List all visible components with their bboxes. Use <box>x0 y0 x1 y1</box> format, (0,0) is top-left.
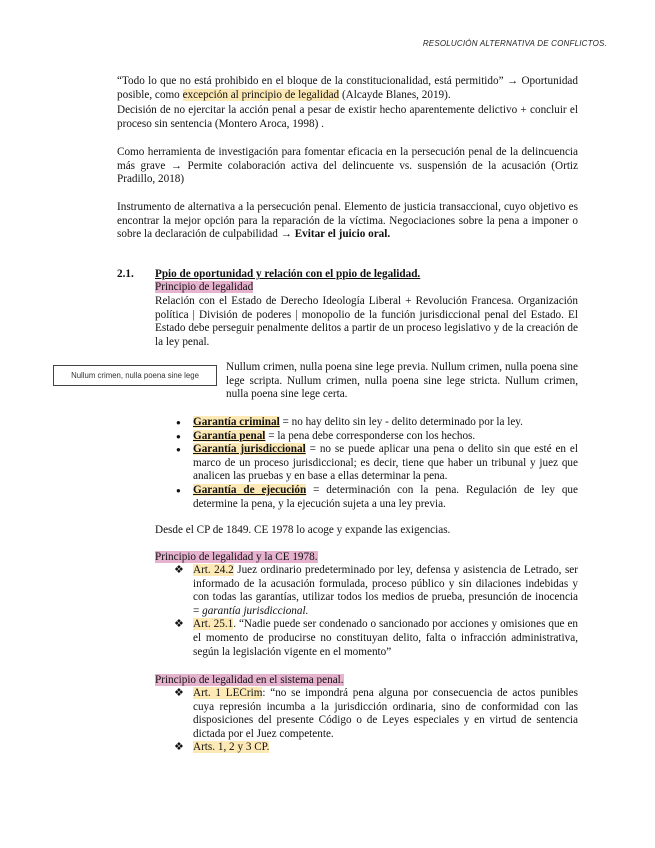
ce-articles-list <box>174 564 578 659</box>
paragraph-instrument <box>117 201 578 242</box>
diamond-bullet-icon: ❖ <box>174 741 184 754</box>
article-text: . “Nadie puede ser condenado o sancionado por acciones y omisiones que en el momento de producirse no constituyan delito, falta o infracción administrativa, según la legislación vigente en el momento” <box>193 618 578 658</box>
list-item <box>176 416 578 430</box>
ce-heading <box>155 551 578 565</box>
list-item <box>176 484 578 511</box>
article-italic: garantía jurisdiccional. <box>202 604 309 617</box>
list-item <box>176 443 578 484</box>
article-ref: Art. 24.2 <box>193 564 234 576</box>
latin-maxim-box: Nullum crimen, nulla poena sine lege <box>53 365 217 386</box>
legality-description: Relación con el Estado de Derecho Ideología Liberal + Revolución Francesa. Organización política | División de poderes | monopolio de la función jurisdiccional penal del Estado. El Estado debe perseguir penalmente delitos a partir de un proceso legislativo y de la creación de la ley penal. <box>155 295 578 348</box>
guarantee-term: Garantía de ejecución <box>193 483 307 496</box>
guarantee-text: = determinación con la pena. Regulación de ley que determine la pena, y la ejecución sujeta a una ley previa. <box>193 483 578 510</box>
paragraph-tool: Como herramienta de investigación para fomentar eficacia en la persecución penal de la delincuencia más grave → Permite colaboración activa del delincuente vs. suspensión de la acusación (Ortiz Pradillo, 2018) <box>117 146 578 186</box>
section-number: 2.1. <box>117 268 134 280</box>
instrument-text: Instrumento de alternativa a la persecución penal. Elemento de justicia transaccional, cuyo objetivo es encontrar la mejor opción para la reparación de la víctima. Negociaciones sobre la pena a imponer o sobre la declaración de culpabilidad → <box>117 201 578 241</box>
diamond-bullet-icon: ❖ <box>174 564 184 576</box>
article-ref: Arts. 1, 2 y 3 CP. <box>193 741 270 754</box>
cp-line: Desde el CP de 1849. CE 1978 lo acoge y expande las exigencias. <box>155 524 451 536</box>
penal-heading-text: Principio de legalidad en el sistema penal. <box>155 674 344 686</box>
list-item <box>174 741 578 755</box>
subheading-legality-text: Principio de legalidad <box>155 281 254 293</box>
guarantee-term: Garantía criminal <box>193 416 280 428</box>
guarantee-text: = la pena debe corresponderse con los hechos. <box>265 429 476 442</box>
running-header: RESOLUCIÓN ALTERNATIVA DE CONFLICTOS. <box>422 39 607 48</box>
highlight-exception: excepción al principio de legalidad <box>182 88 340 101</box>
citation: (Alcayde Blanes, 2019). <box>339 88 451 101</box>
guarantee-term: Garantía penal <box>193 429 266 442</box>
article-text: : “no se impondrá pena alguna por consecuencia de actos punibles cuya represión incumba a la jurisdicción ordinaria, sino de conformidad con las disposiciones del presente Código o de Leyes especiales y en virtud de sentencia dictada por el Juez competente. <box>193 687 578 740</box>
guarantee-text: = no se puede aplicar una pena o delito sin que esté en el marco de un proceso jurisdiccional; es decir, tiene que haber un tribunal y juez que analicen las pruebas y en base a ellas determinar la pena. <box>193 443 578 483</box>
diamond-bullet-icon: ❖ <box>174 618 184 631</box>
list-item <box>174 687 578 741</box>
guarantee-text: = no hay delito sin ley - delito determinado por la ley. <box>279 416 523 428</box>
paragraph-opportunity-quote <box>117 75 578 102</box>
article-ref: Art. 1 LECrim <box>193 687 263 699</box>
list-item <box>176 430 578 444</box>
penal-heading <box>155 674 578 688</box>
list-item <box>174 618 578 659</box>
article-text: Juez ordinario predeterminado por ley, defensa y asistencia de Letrado, ser informado de la acusación formulada, proceso público y sin dilaciones indebidas y con todas las garantías, utilizar todos los medios de prueba, presunción de inocencia = <box>193 564 578 617</box>
guarantee-term: Garantía jurisdiccional <box>193 443 306 456</box>
ce-heading-text: Principio de legalidad y la CE 1978. <box>155 551 318 563</box>
latin-maxims: Nullum crimen, nulla poena sine lege previa. Nullum crimen, nulla poena sine lege scripta. Nullum crimen, nulla poena sine lege stricta. Nullum crimen, nulla poena sine lege certa. <box>226 361 578 401</box>
article-ref: Art. 25.1 <box>193 618 234 631</box>
list-item <box>174 564 578 618</box>
quote-text: “Todo lo que no está prohibido en el bloque de la constitucionalidad, está permitido” → Oportunidad posible, como <box>117 75 578 101</box>
guarantees-list <box>176 416 578 511</box>
paragraph-decision: Decisión de no ejercitar la acción penal a pesar de existir hecho aparentemente delictivo + concluir el proceso sin sentencia (Montero Aroca, 1998) . <box>117 104 578 130</box>
diamond-bullet-icon: ❖ <box>174 687 184 699</box>
instrument-bold: Evitar el juicio oral. <box>294 228 391 241</box>
section-title: Ppio de oportunidad y relación con el ppio de legalidad. <box>155 268 421 280</box>
penal-articles-list <box>174 687 578 755</box>
subheading-legality <box>155 281 578 295</box>
